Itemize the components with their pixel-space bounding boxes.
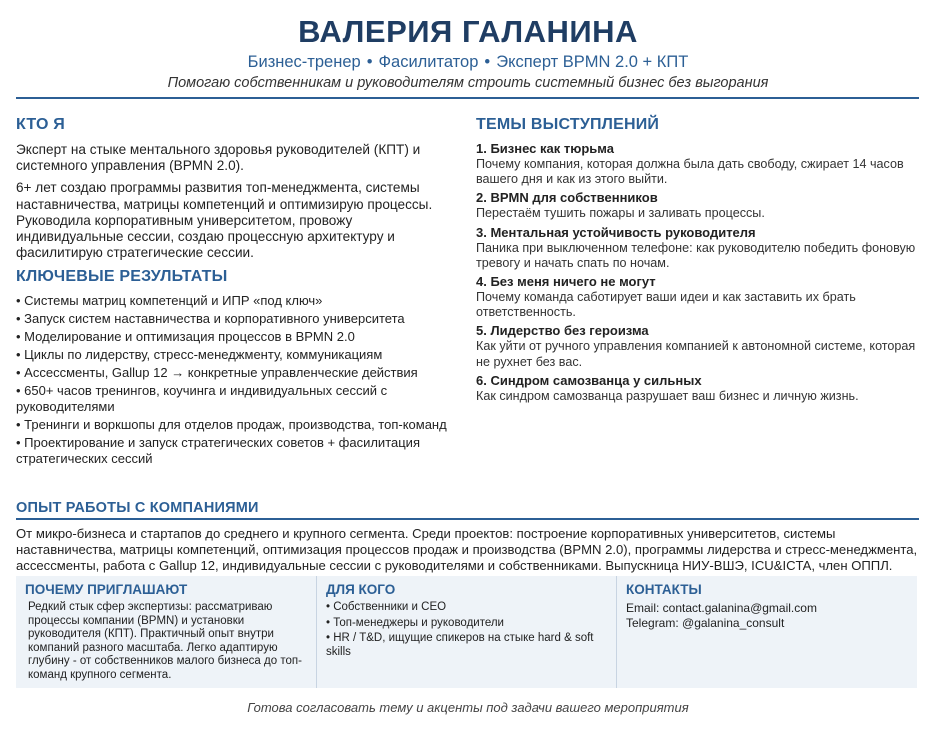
experience-heading: ОПЫТ РАБОТЫ С КОМПАНИЯМИ	[16, 500, 259, 516]
topic-title: 5. Лидерство без героизма	[476, 323, 649, 339]
person-name: ВАЛЕРИЯ ГАЛАНИНА	[298, 14, 638, 49]
audience-list	[326, 601, 607, 659]
topic-item	[476, 274, 926, 320]
tagline: Помогаю собственникам и руководителям строить системный бизнес без выгорания	[167, 75, 769, 91]
role-separator: •	[484, 53, 491, 71]
topic-description: Как уйти от ручного управления компанией к автономной системе, которая не рухнет без вас.	[476, 339, 916, 369]
why-invite-section	[16, 576, 316, 688]
list-item: • Проектирование и запуск стратегических советов + фасилитация стратегических сессий	[16, 435, 420, 466]
topic-title: 6. Синдром самозванца у сильных	[476, 372, 702, 388]
audience-heading: ДЛЯ КОГО	[326, 582, 396, 597]
list-item: • Моделирование и оптимизация процессов в BPMN 2.0	[16, 329, 355, 345]
contacts-section	[616, 576, 917, 688]
topic-description: Почему компания, которая должна была дать свободу, сжирает 14 часов вашего дня и как из этого выйти.	[476, 157, 904, 187]
topic-description: Перестаём тушить пожары и заливать процессы.	[476, 206, 765, 221]
contacts-heading: КОНТАКТЫ	[626, 582, 702, 597]
list-item: • Топ-менеджеры и руководители	[326, 616, 504, 629]
topic-item	[476, 323, 926, 369]
experience-text: От микро-бизнеса и стартапов до среднего и крупного сегмента. Среди проектов: построение корпоративных университетов, системы наставничества, матрицы компетенций, оптимизация процессов продаж и производства (BPMN 2.0), программы лидерства и стресс-менеджмента, ассессменты, работа с Gallup 12, индивидуальные сессии с руководителями и собственниками. Выпускница НИУ-ВШЭ, ICU&ICTA, член ОППЛ.	[16, 526, 918, 574]
topic-title: 3. Ментальная устойчивость руководителя	[476, 224, 756, 240]
topic-item	[476, 190, 926, 221]
topic-description: Как синдром самозванца разрушает ваш бизнес и личную жизнь.	[476, 388, 859, 403]
topic-description: Паника при выключенном телефоне: как руководителю победить фоновую тревогу и начать спать по ночам.	[476, 240, 916, 270]
topic-title: 4. Без меня ничего не могут	[476, 274, 656, 290]
left-column	[16, 116, 456, 469]
role-expert: Эксперт BPMN 2.0 + КПТ	[496, 53, 689, 71]
about-paragraph-1: Эксперт на стыке ментального здоровья руководителей (КПТ) и системного управления (BPMN 2.0).	[16, 142, 421, 174]
list-item: • Тренинги и воркшопы для отделов продаж, производства, топ-команд	[16, 417, 447, 433]
topic-item	[476, 373, 926, 404]
topic-item	[476, 225, 926, 271]
list-item: • Ассессменты, Gallup 12 → конкретные управленческие действия	[16, 365, 418, 381]
role-trainer: Бизнес-тренер	[247, 53, 361, 71]
roles-line	[0, 53, 936, 72]
list-item: • Собственники и CEO	[326, 601, 447, 613]
topics-heading: ТЕМЫ ВЫСТУПЛЕНИЙ	[476, 116, 660, 133]
why-invite-heading: ПОЧЕМУ ПРИГЛАШАЮТ	[25, 582, 188, 597]
topic-title: 1. Бизнес как тюрьма	[476, 141, 614, 156]
experience-divider	[16, 518, 919, 520]
topics-list	[476, 141, 926, 404]
topic-item	[476, 141, 926, 187]
list-item: • HR / T&D, ищущие спикеров на стыке hard & soft skills	[326, 632, 594, 658]
telegram-contact[interactable]: Telegram: @galanina_consult	[626, 616, 785, 630]
audience-section	[316, 576, 616, 688]
email-contact[interactable]: Email: contact.galanina@gmail.com	[626, 601, 817, 615]
results-list	[16, 293, 456, 466]
why-invite-text: Редкий стык сфер экспертизы: рассматриваю процессы компании (BPMN) и установки руководителя (КПТ). Практичный опыт внутри компаний разного масштаба. Легко адаптирую глубину - от собственников малого бизнеса до топ-команд крупного сегмента.	[28, 601, 302, 681]
info-panel	[16, 576, 917, 688]
results-heading: КЛЮЧЕВЫЕ РЕЗУЛЬТАТЫ	[16, 268, 228, 286]
list-item: • 650+ часов тренингов, коучинга и индивидуальных сессий с руководителями	[16, 383, 388, 415]
list-item: • Запуск систем наставничества и корпоративного университета	[16, 311, 405, 327]
about-heading: КТО Я	[16, 116, 65, 133]
role-facilitator: Фасилитатор	[378, 53, 479, 71]
header-divider	[16, 97, 919, 99]
footer-note: Готова согласовать тему и акценты под задачи вашего мероприятия	[247, 700, 689, 715]
list-item: • Системы матриц компетенций и ИПР «под ключ»	[16, 293, 323, 309]
about-paragraph-2: 6+ лет создаю программы развития топ-менеджмента, системы наставничества, матрицы компетенций и оптимизирую процессы. Руководила корпоративным университетом, провожу индивидуальные сессии, создаю процессную архитектуру и фасилитирую стратегические сессии.	[16, 180, 433, 261]
topic-description: Почему команда саботирует ваши идеи и как заставить их брать ответственность.	[476, 290, 856, 320]
role-separator: •	[366, 53, 373, 71]
topic-title: 2. BPMN для собственников	[476, 190, 658, 206]
right-column	[476, 116, 926, 407]
list-item: • Циклы по лидерству, стресс-менеджменту, коммуникациям	[16, 347, 383, 363]
